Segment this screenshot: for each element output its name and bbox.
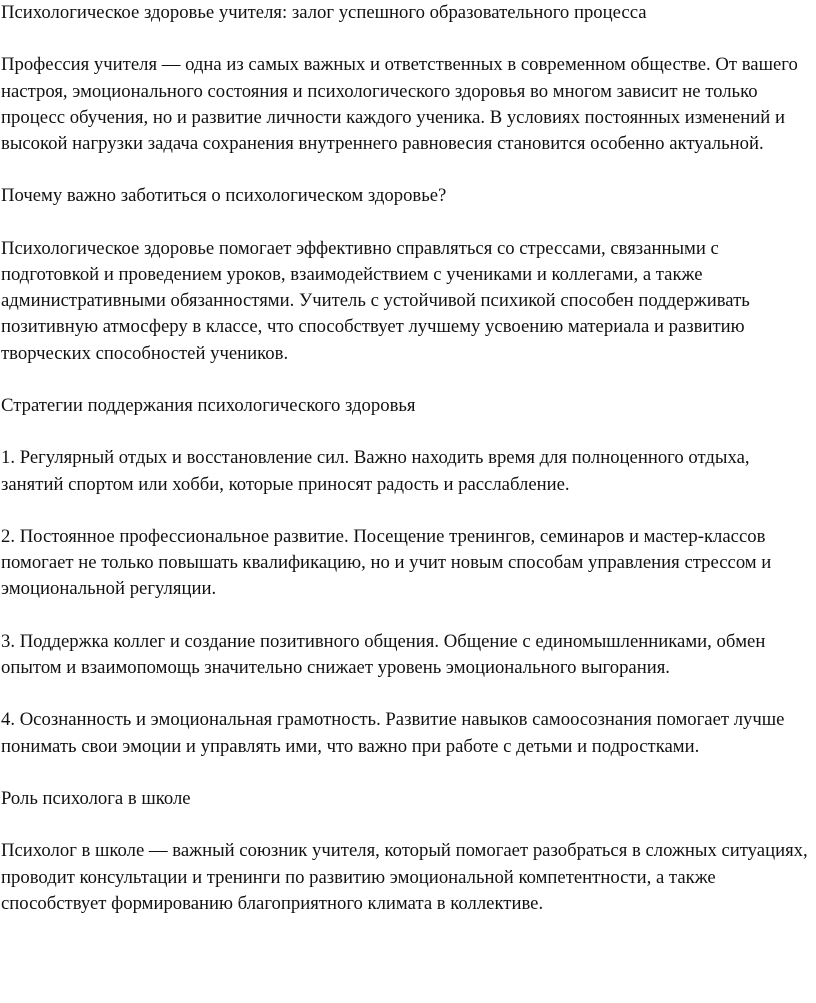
psychologist-paragraph: Психолог в школе — важный союзник учителя, который помогает разобраться в сложных ситуациях, проводит консультации и тренинги по развитию эмоциональной компетентности, а также способствует формированию благоприятного климата в коллективе.	[1, 840, 808, 914]
strategy-item-2: 2. Постоянное профессиональное развитие. Посещение тренингов, семинаров и мастер-классов помогает не только повышать квалификацию, но и учит новым способам управления стрессом и эмоциональной регуляции.	[1, 525, 772, 600]
section-heading-importance: Почему важно заботиться о психологическом здоровье?	[1, 185, 447, 207]
document-title: Психологическое здоровье учителя: залог успешного образовательного процесса	[1, 2, 647, 23]
importance-paragraph: Психологическое здоровье помогает эффективно справляться со стрессами, связанными с подготовкой и проведением уроков, взаимодействием с учениками и коллегами, а также административными обязанностями. Учитель с устойчивой психикой способен поддерживать позитивную атмосферу в классе, что способствует лучшему усвоению материала и развитию творческих способностей учеников.	[1, 237, 750, 364]
strategy-item-3: 3. Поддержка коллег и создание позитивного общения. Общение с единомышленниками, обмен опытом и взаимопомощь значительно снижает уровень эмоционального выгорания.	[1, 630, 766, 678]
section-heading-strategies: Стратегии поддержания психологического здоровья	[1, 394, 416, 416]
strategy-item-1: 1. Регулярный отдых и восстановление сил. Важно находить время для полноценного отдыха, занятий спортом или хобби, которые приносят радость и расслабление.	[1, 447, 750, 495]
strategy-item-4: 4. Осознанность и эмоциональная грамотность. Развитие навыков самоосознания помогает лучше понимать свои эмоции и управлять ими, что важно при работе с детьми и подростками.	[1, 709, 785, 757]
intro-paragraph: Профессия учителя — одна из самых важных и ответственных в современном обществе. От вашего настроя, эмоционального состояния и психологического здоровья во многом зависит не только процесс обучения, но и развитие личности каждого ученика. В условиях постоянных изменений и высокой нагрузки задача сохранения внутреннего равновесия становится особенно актуальной.	[1, 54, 798, 154]
document-body	[1, 0, 816, 917]
section-heading-psychologist: Роль психолога в школе	[1, 787, 191, 809]
